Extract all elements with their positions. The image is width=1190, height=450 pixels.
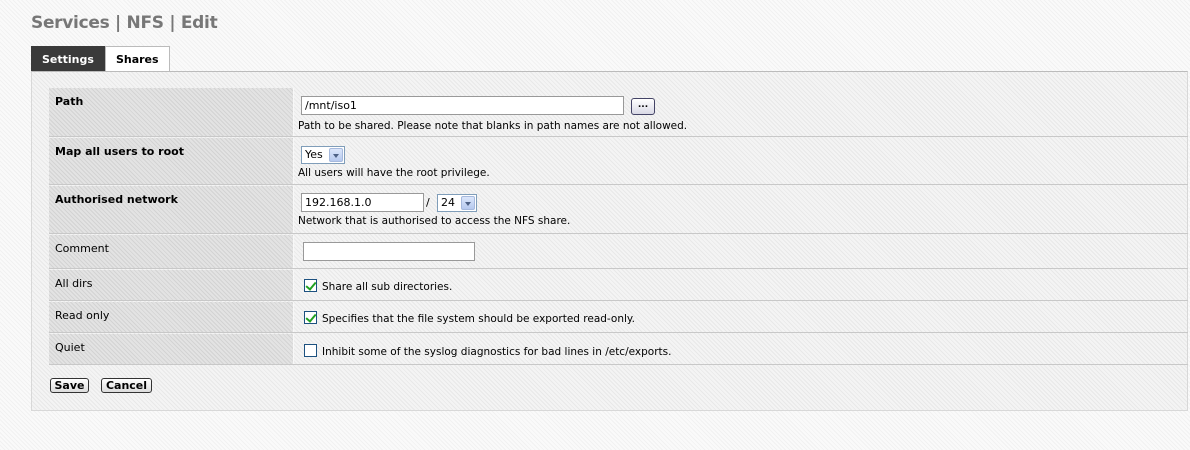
network-help: Network that is authorised to access the NFS share. [298,215,571,227]
comment-input[interactable] [303,242,475,261]
path-help: Path to be shared. Please note that blanks in path names are not allowed. [298,120,688,132]
comment-label: Comment [49,235,294,268]
browse-button[interactable]: ... [631,98,655,115]
settings-panel [31,71,1188,411]
quiet-text: Inhibit some of the syslog diagnostics for bad lines in /etc/exports. [322,346,672,358]
network-row [49,186,1188,234]
tab-settings[interactable]: Settings [31,46,105,72]
alldirs-checkbox[interactable] [304,279,317,292]
path-input[interactable]: /mnt/iso1 [301,96,624,115]
network-label: Authorised network [49,186,294,233]
cancel-button[interactable]: Cancel [101,378,152,393]
quiet-label: Quiet [49,334,294,364]
map-root-help: All users will have the root privilege. [298,167,490,179]
map-root-selected-value: Yes [305,148,323,161]
chevron-down-icon [461,196,475,210]
quiet-row [49,334,1188,365]
tab-bar [31,46,170,72]
comment-row [49,235,1188,269]
network-input[interactable]: 192.168.1.0 [301,193,424,212]
map-root-select[interactable] [301,146,345,164]
alldirs-label: All dirs [49,270,294,300]
save-button[interactable]: Save [50,378,89,393]
readonly-value-cell [301,302,1188,332]
readonly-checkbox[interactable] [304,311,317,324]
readonly-label: Read only [49,302,294,332]
alldirs-text: Share all sub directories. [322,281,453,293]
quiet-value-cell [301,334,1188,364]
tab-shares[interactable]: Shares [105,46,170,72]
alldirs-value-cell [301,270,1188,300]
chevron-down-icon [329,148,343,162]
quiet-checkbox[interactable] [304,344,317,357]
network-separator: / [426,196,430,209]
path-label: Path [49,88,294,136]
netmask-select[interactable] [437,194,477,212]
alldirs-row [49,270,1188,301]
path-row [49,88,1188,137]
netmask-selected-value: 24 [441,196,455,209]
map-root-value-cell [298,138,1188,184]
readonly-row [49,302,1188,333]
comment-value-cell [301,235,1188,268]
network-value-cell [298,186,1188,233]
readonly-text: Specifies that the file system should be exported read-only. [322,313,635,325]
page-title: Services | NFS | Edit [31,13,218,33]
map-root-row [49,138,1188,185]
map-root-label: Map all users to root [49,138,294,184]
path-value-cell [298,88,1188,136]
